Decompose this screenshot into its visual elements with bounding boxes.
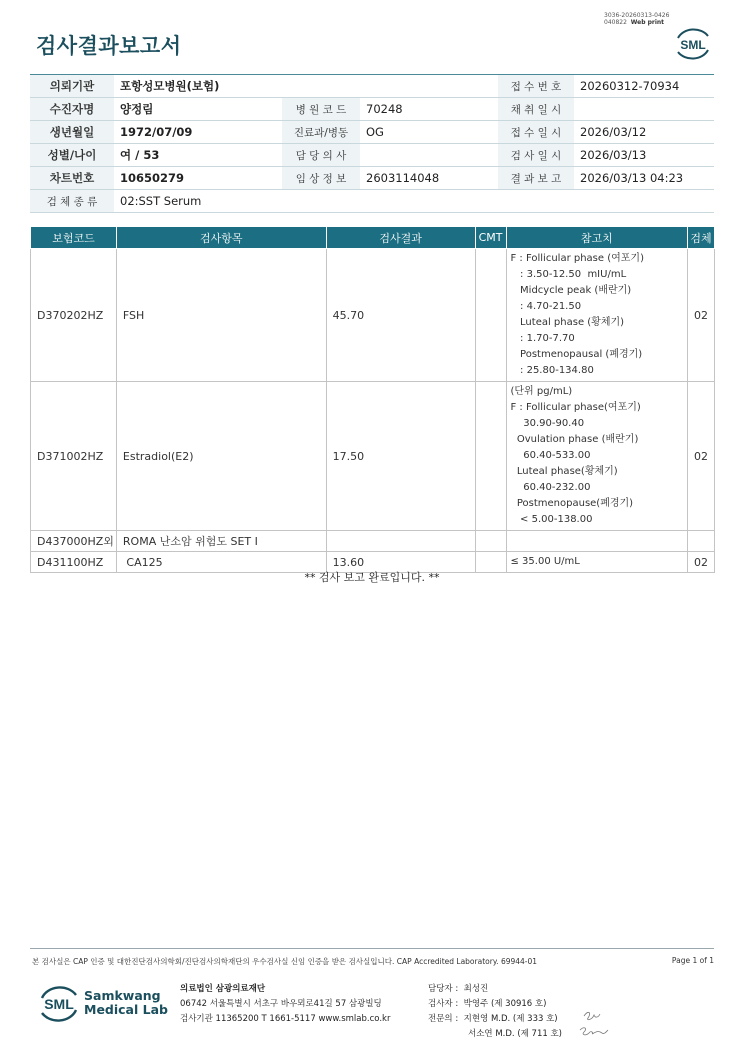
staff-list bbox=[428, 982, 562, 1042]
test-result: 13.60 bbox=[326, 552, 475, 573]
birth-date: 1972/07/09 bbox=[114, 121, 282, 144]
table-row bbox=[31, 249, 715, 382]
reference-line: : 4.70-21.50 bbox=[510, 301, 582, 312]
info-row bbox=[30, 75, 714, 98]
staff-row bbox=[428, 1012, 562, 1027]
info-label: 의뢰기관 bbox=[30, 75, 114, 98]
reference-line: 60.40-533.00 bbox=[510, 450, 591, 461]
organization-address: 06742 서울특별시 서초구 바우뫼로41길 57 삼광빌딩 bbox=[180, 999, 382, 1009]
reference-line: < 5.00-138.00 bbox=[510, 514, 593, 525]
report-datetime: 2026/03/13 04:23 bbox=[574, 167, 714, 190]
reference-line: Ovulation phase (배란기) bbox=[510, 434, 639, 445]
patient-info-table bbox=[30, 74, 714, 213]
staff-row bbox=[428, 982, 562, 997]
test-datetime: 2026/03/13 bbox=[574, 144, 714, 167]
reference-line: 60.40-232.00 bbox=[510, 482, 591, 493]
test-result: 45.70 bbox=[326, 249, 475, 382]
specimen-code: 02 bbox=[688, 552, 715, 573]
patient-name: 양정림 bbox=[114, 98, 282, 121]
info-label: 임 상 정 보 bbox=[282, 167, 360, 190]
sml-logo-icon bbox=[672, 24, 714, 62]
info-label: 접 수 일 시 bbox=[498, 121, 574, 144]
department: OG bbox=[360, 121, 498, 144]
staff-row bbox=[428, 997, 562, 1012]
reference-line: Midcycle peak (배란기) bbox=[510, 285, 632, 296]
insurance-code: D431100HZ bbox=[31, 552, 117, 573]
reference-range bbox=[506, 249, 688, 382]
info-label: 결 과 보 고 bbox=[498, 167, 574, 190]
brand-name bbox=[84, 989, 168, 1017]
staff-role: 전문의 : bbox=[428, 1014, 459, 1024]
completion-message: ** 검사 보고 완료입니다. ** bbox=[304, 571, 440, 584]
info-label: 성별/나이 bbox=[30, 144, 114, 167]
info-row bbox=[30, 121, 714, 144]
column-header: 검사항목 bbox=[116, 227, 326, 249]
page-title: 검사결과보고서 bbox=[36, 34, 182, 58]
test-item: CA125 bbox=[116, 552, 326, 573]
reference-line: Postmenopause(폐경기) bbox=[510, 498, 634, 509]
chart-number: 10650279 bbox=[114, 167, 282, 190]
insurance-code: D371002HZ bbox=[31, 382, 117, 531]
test-item: ROMA 난소암 위험도 SET I bbox=[116, 531, 326, 552]
document-code-line1: 3036-20260313-0426 bbox=[604, 12, 670, 19]
info-label: 병 원 코 드 bbox=[282, 98, 360, 121]
reference-line: (단위 pg/mL) bbox=[510, 386, 573, 397]
staff-name: 서소연 M.D. (제 711 호) bbox=[468, 1029, 563, 1039]
reference-range: ≤ 35.00 U/mL bbox=[506, 552, 688, 573]
info-row bbox=[30, 144, 714, 167]
document-code bbox=[604, 12, 669, 26]
reference-line: F : Follicular phase (여포기) bbox=[510, 253, 644, 264]
brand-line: Samkwang bbox=[84, 988, 161, 1003]
info-label: 수진자명 bbox=[30, 98, 114, 121]
document-code-line2: 040822 bbox=[604, 19, 627, 26]
column-header: 보험코드 bbox=[31, 227, 117, 249]
staff-role: 검사자 : bbox=[428, 999, 459, 1009]
reference-line: : 25.80-134.80 bbox=[510, 365, 594, 376]
info-label: 담 당 의 사 bbox=[282, 144, 360, 167]
column-header: 참고치 bbox=[506, 227, 688, 249]
reference-line: Luteal phase(황체기) bbox=[510, 466, 618, 477]
info-label-empty bbox=[282, 75, 360, 98]
info-label: 생년월일 bbox=[30, 121, 114, 144]
web-print-label: Web print bbox=[630, 19, 665, 26]
staff-row bbox=[428, 1027, 562, 1042]
results-table bbox=[30, 226, 715, 573]
column-header: 검사결과 bbox=[326, 227, 475, 249]
table-row bbox=[31, 531, 715, 552]
info-label: 접 수 번 호 bbox=[498, 75, 574, 98]
results-header-row bbox=[31, 227, 715, 249]
insurance-code: D370202HZ bbox=[31, 249, 117, 382]
reference-range bbox=[506, 382, 688, 531]
attending-doctor bbox=[360, 144, 498, 167]
cmt bbox=[475, 531, 506, 552]
info-label: 진료과/병동 bbox=[282, 121, 360, 144]
specimen-code: 02 bbox=[688, 249, 715, 382]
requesting-institution: 포항성모병원(보험) bbox=[114, 75, 282, 98]
column-header: CMT bbox=[475, 227, 506, 249]
info-label: 채 취 일 시 bbox=[498, 98, 574, 121]
sml-footer-logo-icon bbox=[36, 980, 82, 1026]
cmt bbox=[475, 249, 506, 382]
info-label: 차트번호 bbox=[30, 167, 114, 190]
page-number: Page 1 of 1 bbox=[671, 956, 714, 965]
footer-divider bbox=[30, 948, 714, 949]
test-result: 17.50 bbox=[326, 382, 475, 531]
hospital-code: 70248 bbox=[360, 98, 498, 121]
accreditation-note: 본 검사실은 CAP 인증 및 대한진단검사의학회/진단검사의학재단의 우수검사실 신임 인증을 받은 검사실입니다. CAP Accredited Laboratory. 69944-01 bbox=[32, 957, 538, 966]
organization-name: 의료법인 삼광의료재단 bbox=[180, 984, 266, 994]
test-item: FSH bbox=[116, 249, 326, 382]
signature-icon bbox=[578, 1006, 610, 1040]
test-item: Estradiol(E2) bbox=[116, 382, 326, 531]
insurance-code: D437000HZ외 bbox=[31, 531, 117, 552]
column-header: 검체 bbox=[688, 227, 715, 249]
footer-logo-text: SML bbox=[44, 996, 74, 1012]
organization-contact: 검사기관 11365200 T 1661-5117 www.smlab.co.kr bbox=[180, 1014, 391, 1024]
reference-range bbox=[506, 531, 688, 552]
reference-line: Postmenopausal (폐경기) bbox=[510, 349, 643, 360]
brand-line: Medical Lab bbox=[84, 1002, 168, 1017]
collection-datetime bbox=[574, 98, 714, 121]
specimen-type: 02:SST Serum bbox=[114, 190, 714, 213]
sex-age: 여 / 53 bbox=[114, 144, 282, 167]
specimen-code bbox=[688, 531, 715, 552]
logo-text: SML bbox=[680, 38, 706, 52]
accession-number: 20260312-70934 bbox=[574, 75, 714, 98]
reference-line: Luteal phase (황체기) bbox=[510, 317, 625, 328]
cmt bbox=[475, 382, 506, 531]
info-label: 검 체 종 류 bbox=[30, 190, 114, 213]
reference-line: : 1.70-7.70 bbox=[510, 333, 575, 344]
info-row bbox=[30, 190, 714, 213]
specimen-code: 02 bbox=[688, 382, 715, 531]
clinical-info: 2603114048 bbox=[360, 167, 498, 190]
staff-name: 지현영 M.D. (제 333 호) bbox=[463, 1014, 558, 1024]
staff-name: 박영주 (제 30916 호) bbox=[463, 999, 547, 1009]
staff-role: 담당자 : bbox=[428, 984, 459, 994]
reference-line: 30.90-90.40 bbox=[510, 418, 585, 429]
staff-name: 최성진 bbox=[463, 984, 489, 994]
reference-line: F : Follicular phase(여포기) bbox=[510, 402, 641, 413]
table-row bbox=[31, 382, 715, 531]
test-result bbox=[326, 531, 475, 552]
organization-info bbox=[180, 982, 390, 1027]
info-label: 검 사 일 시 bbox=[498, 144, 574, 167]
reference-line: : 3.50-12.50 mIU/mL bbox=[510, 269, 627, 280]
info-row bbox=[30, 98, 714, 121]
info-row bbox=[30, 167, 714, 190]
info-value-empty bbox=[360, 75, 498, 98]
received-datetime: 2026/03/12 bbox=[574, 121, 714, 144]
